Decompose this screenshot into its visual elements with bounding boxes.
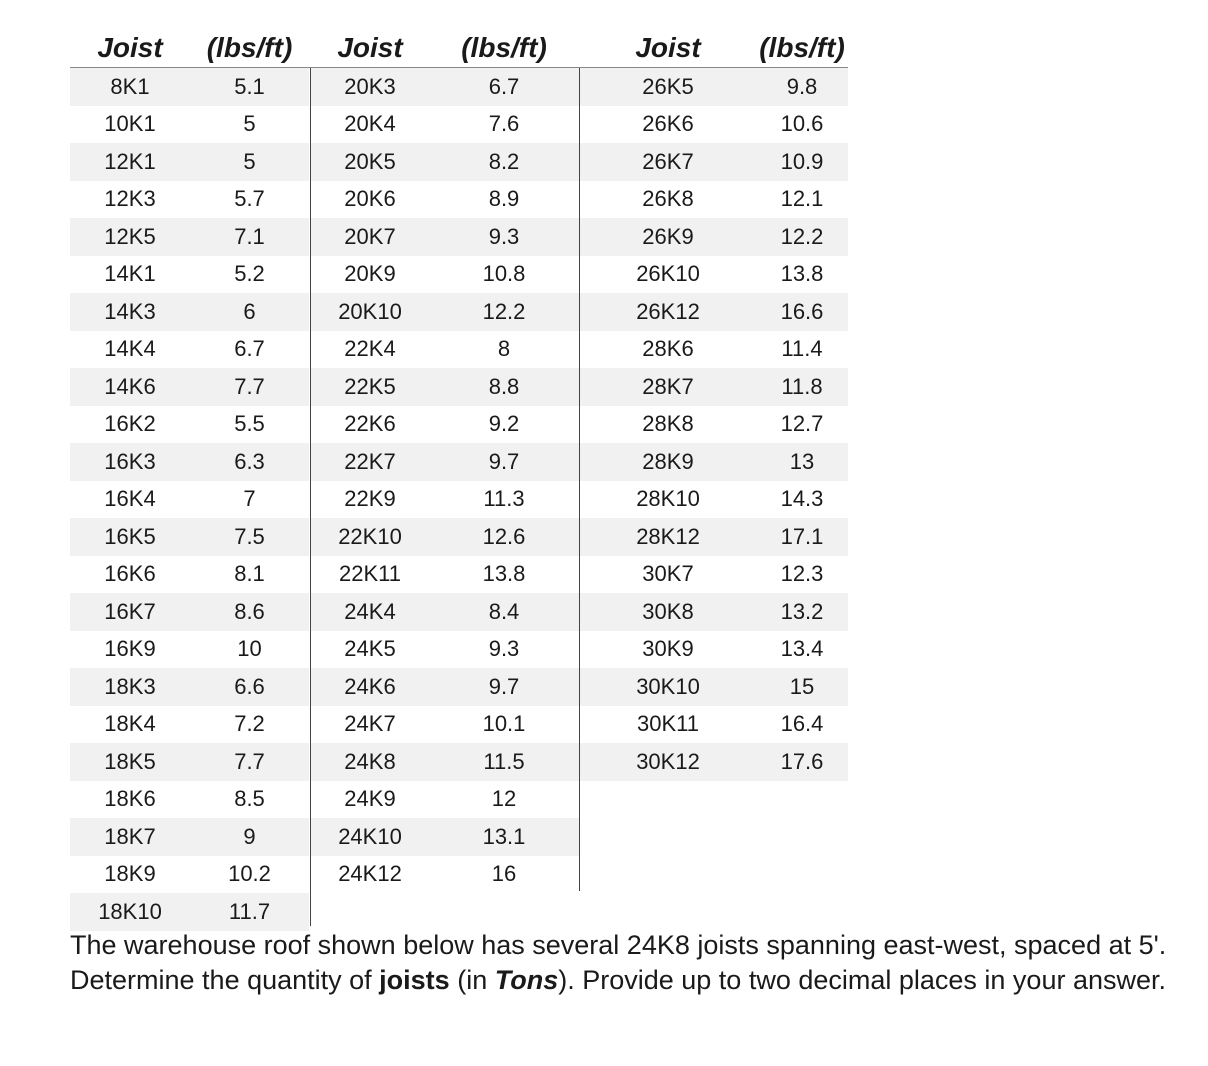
joist-weight: 13.2 (780, 598, 824, 624)
header-joist: Joist (635, 32, 701, 63)
table-row (580, 556, 848, 594)
joist-designation: 8K1 (110, 73, 150, 99)
table-row (70, 256, 309, 294)
joist-weight: 11.8 (781, 373, 823, 399)
joist-weight: 10.6 (780, 111, 824, 137)
joist-designation: 28K9 (642, 448, 694, 474)
joist-weight: 7 (243, 486, 256, 512)
joist-designation: 22K10 (338, 523, 402, 549)
table-row (70, 181, 309, 219)
table-row (580, 68, 848, 106)
table-row (580, 331, 848, 369)
joist-designation: 26K5 (642, 73, 694, 99)
table-row (311, 706, 579, 744)
joist-weight: 7.7 (234, 373, 265, 399)
table-row (580, 256, 848, 294)
joist-designation: 24K6 (344, 673, 396, 699)
table-row (580, 518, 848, 556)
joist-weight: 16.4 (780, 711, 824, 737)
joist-designation: 26K9 (642, 223, 694, 249)
header-lbs-per-ft: (lbs/ft) (206, 32, 293, 63)
joist-weight: 11.7 (228, 898, 271, 924)
table-row (70, 743, 309, 781)
table-row (580, 143, 848, 181)
question-line-2-e: ). Provide up to two decimal places in your answer. (558, 965, 1167, 995)
joist-weight: 6 (243, 298, 256, 324)
table-row (311, 143, 579, 181)
joist-designation: 22K6 (344, 411, 396, 437)
joist-designation: 24K9 (344, 786, 396, 812)
table-row (311, 331, 579, 369)
table-row (70, 368, 309, 406)
joist-designation: 14K4 (104, 336, 156, 362)
joist-weight: 5 (243, 148, 256, 174)
joist-weight: 13.8 (780, 261, 824, 287)
joist-designation: 18K3 (104, 673, 156, 699)
joist-weight: 10.8 (482, 261, 526, 287)
joist-designation: 22K9 (344, 486, 396, 512)
table-row (311, 218, 579, 256)
joist-weight: 9.3 (488, 223, 520, 249)
joist-weight: 7.7 (234, 748, 265, 774)
joist-designation: 30K11 (637, 711, 699, 737)
joist-weight: 10 (237, 636, 262, 662)
table-row (311, 481, 579, 519)
joist-designation: 26K6 (642, 111, 694, 137)
joist-weight: 5.7 (234, 186, 265, 212)
table-row (70, 406, 309, 444)
joist-weight: 14.3 (780, 486, 824, 512)
joist-designation: 18K6 (104, 786, 156, 812)
joist-weight: 6.7 (234, 336, 265, 362)
joist-weight: 9.3 (488, 636, 520, 662)
table-row (580, 293, 848, 331)
table-row (70, 218, 309, 256)
joist-weight: 12.2 (780, 223, 824, 249)
table-row (70, 706, 309, 744)
joist-designation: 24K4 (344, 598, 396, 624)
joist-designation: 28K12 (636, 523, 700, 549)
joist-weight: 8.5 (234, 786, 265, 812)
table-row (311, 668, 579, 706)
table-row (311, 856, 579, 894)
question-line-2 (70, 963, 1200, 998)
joist-designation: 24K7 (344, 711, 396, 737)
joist-weight: 7.1 (234, 223, 265, 249)
table-row (70, 556, 309, 594)
question-emphasis-joists: joists (379, 965, 450, 995)
table-rows (311, 68, 579, 893)
table-row (311, 743, 579, 781)
joist-designation: 18K9 (104, 861, 156, 887)
joist-designation: 30K9 (642, 636, 694, 662)
table-row (311, 293, 579, 331)
table-row (311, 181, 579, 219)
joist-designation: 18K4 (104, 711, 156, 737)
joist-weight: 7.5 (234, 523, 265, 549)
table-header (311, 28, 579, 68)
joist-weight: 10.1 (482, 711, 526, 737)
joist-designation: 16K9 (104, 636, 156, 662)
joist-weight: 12.3 (780, 561, 824, 587)
joist-weight: 9.2 (488, 411, 520, 437)
joist-designation: 16K3 (104, 448, 156, 474)
joist-designation: 20K10 (338, 298, 402, 324)
joist-designation: 28K7 (642, 373, 694, 399)
table-row (580, 631, 848, 669)
joist-designation: 16K4 (104, 486, 156, 512)
joist-designation: 24K5 (344, 636, 396, 662)
joist-weight: 13.8 (482, 561, 526, 587)
joist-designation: 20K4 (344, 111, 396, 137)
joist-weight: 16.6 (780, 298, 824, 324)
joist-weight: 11.5 (483, 748, 525, 774)
table-row (70, 481, 309, 519)
joist-weight: 13 (789, 448, 815, 474)
joist-weight: 9.7 (488, 673, 520, 699)
joist-designation: 12K1 (104, 148, 156, 174)
joist-designation: 20K6 (344, 186, 396, 212)
joist-designation: 18K7 (104, 823, 156, 849)
joist-designation: 10K1 (104, 111, 156, 137)
joist-weight: 9 (243, 823, 256, 849)
joist-designation: 28K10 (636, 486, 700, 512)
joist-designation: 22K7 (344, 448, 396, 474)
table-row (70, 856, 309, 894)
joist-weight: 13.4 (780, 636, 824, 662)
joist-designation: 26K10 (636, 261, 700, 287)
table-row (70, 593, 309, 631)
table-header (580, 28, 848, 68)
joist-designation: 20K3 (344, 73, 396, 99)
table-row (311, 256, 579, 294)
joist-weight: 12.2 (482, 298, 526, 324)
table-row (70, 331, 309, 369)
joist-weight: 6.3 (234, 448, 265, 474)
table-rows (70, 68, 309, 931)
table-row (70, 818, 309, 856)
joist-designation: 14K1 (104, 261, 156, 287)
table-row (580, 706, 848, 744)
joist-weight: 9.8 (786, 73, 818, 99)
joist-designation: 24K12 (338, 861, 402, 887)
table-row (580, 181, 848, 219)
joist-weight: 8.1 (234, 561, 265, 587)
table-row (580, 368, 848, 406)
joist-designation: 16K7 (104, 598, 156, 624)
joist-weight: 16 (491, 861, 517, 887)
table-row (311, 631, 579, 669)
header-joist: Joist (337, 32, 403, 63)
question-line-1: The warehouse roof shown below has several 24K8 joists spanning east-west, spaced at 5'. (70, 930, 1167, 960)
joist-weight: 17.6 (780, 748, 824, 774)
table-row (70, 68, 309, 106)
table-row (311, 106, 579, 144)
question-line-2-a: Determine the quantity of (70, 965, 380, 995)
joist-designation: 28K8 (642, 411, 694, 437)
question-line-2-c: (in (449, 965, 495, 995)
table-row (311, 518, 579, 556)
joist-weight: 10.2 (228, 861, 271, 887)
joist-designation: 26K12 (636, 298, 700, 324)
joist-designation: 30K12 (636, 748, 700, 774)
joist-weight: 8.8 (488, 373, 520, 399)
joist-weight: 7.6 (488, 111, 520, 137)
joist-weight: 11.4 (781, 336, 823, 362)
table-row (311, 443, 579, 481)
joist-weight: 7.2 (234, 711, 265, 737)
table-row (70, 443, 309, 481)
table-rows (580, 68, 848, 781)
joist-weight: 5.1 (234, 73, 265, 99)
joist-weight: 8.9 (488, 186, 520, 212)
joist-designation: 24K8 (344, 748, 396, 774)
table-row (580, 106, 848, 144)
joist-weight: 5 (243, 111, 256, 137)
joist-weight: 5.2 (234, 261, 265, 287)
table-row (70, 143, 309, 181)
joist-weight: 9.7 (488, 448, 520, 474)
joist-designation: 12K3 (104, 186, 156, 212)
question-emphasis-tons: Tons (494, 965, 559, 995)
question-text (70, 928, 1200, 998)
table-row (580, 406, 848, 444)
table-row (311, 68, 579, 106)
joist-designation: 20K7 (344, 223, 396, 249)
joist-designation: 26K8 (642, 186, 694, 212)
table-row (70, 631, 309, 669)
table-row (580, 743, 848, 781)
table-row (580, 668, 848, 706)
joist-designation: 20K5 (344, 148, 396, 174)
table-row (70, 106, 309, 144)
table-row (311, 556, 579, 594)
joist-designation: 28K6 (642, 336, 694, 362)
joist-weight: 12.6 (482, 523, 526, 549)
joist-designation: 16K6 (104, 561, 156, 587)
header-lbs-per-ft: (lbs/ft) (759, 32, 845, 63)
joist-weight: 8 (497, 336, 511, 362)
joist-designation: 12K5 (104, 223, 156, 249)
joist-weight: 12.1 (780, 186, 824, 212)
joist-weight: 15 (789, 673, 815, 699)
table-row (580, 218, 848, 256)
joist-designation: 16K2 (104, 411, 156, 437)
joist-weight: 5.5 (234, 411, 265, 437)
joist-weight: 6.7 (488, 73, 520, 99)
joist-weight: 17.1 (780, 523, 824, 549)
table-row (580, 593, 848, 631)
joist-designation: 30K8 (642, 598, 694, 624)
table-row (311, 368, 579, 406)
joist-weight: 10.9 (780, 148, 824, 174)
table-header (70, 28, 309, 68)
joist-weight: 12 (491, 786, 517, 812)
joist-weight: 11.3 (483, 486, 525, 512)
joist-weight: 12.7 (780, 411, 824, 437)
joist-weight: 8.2 (488, 148, 520, 174)
joist-designation: 22K11 (339, 561, 401, 587)
joist-designation: 14K3 (104, 298, 156, 324)
joist-designation: 16K5 (104, 523, 156, 549)
table-row (580, 481, 848, 519)
table-row (70, 293, 309, 331)
table-row (311, 406, 579, 444)
table-row (70, 893, 309, 931)
table-row (580, 443, 848, 481)
table-row (70, 518, 309, 556)
joist-designation: 26K7 (642, 148, 694, 174)
joist-designation: 22K4 (344, 336, 396, 362)
table-row (311, 781, 579, 819)
joist-weight: 8.4 (488, 598, 520, 624)
table-row (70, 781, 309, 819)
joist-designation: 22K5 (344, 373, 396, 399)
table-row (70, 668, 309, 706)
table-row (311, 593, 579, 631)
joist-weight: 13.1 (482, 823, 526, 849)
joist-designation: 30K7 (642, 561, 694, 587)
joist-designation: 30K10 (636, 673, 700, 699)
joist-designation: 14K6 (104, 373, 156, 399)
header-lbs-per-ft: (lbs/ft) (461, 32, 547, 63)
header-joist: Joist (97, 32, 163, 63)
joist-designation: 18K5 (104, 748, 156, 774)
joist-designation: 18K10 (98, 898, 162, 924)
joist-weight: 6.6 (234, 673, 265, 699)
joist-designation: 20K9 (344, 261, 396, 287)
joist-designation: 24K10 (338, 823, 402, 849)
table-row (311, 818, 579, 856)
joist-weight: 8.6 (234, 598, 265, 624)
